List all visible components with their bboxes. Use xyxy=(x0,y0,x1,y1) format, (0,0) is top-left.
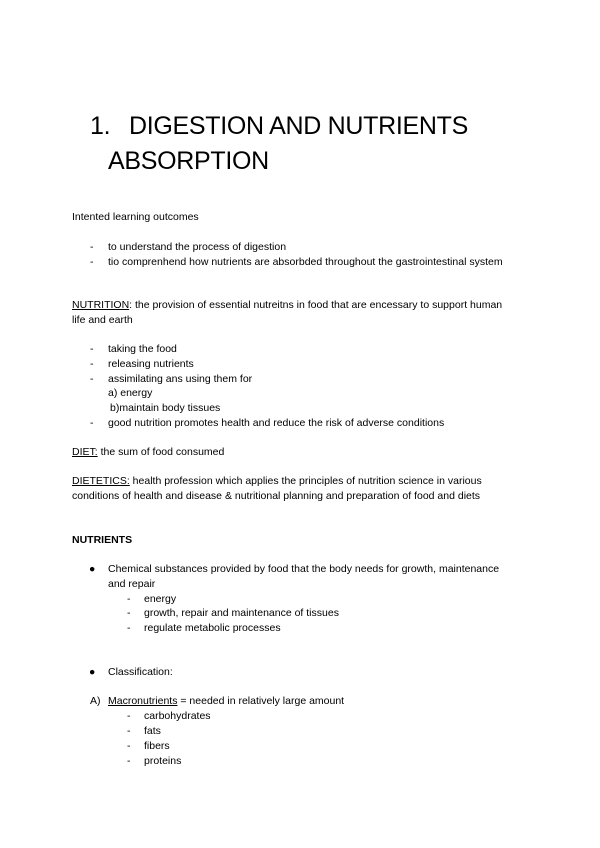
dietetics-definition-text: health profession which applies the principles of nutrition science in various xyxy=(129,475,482,487)
nutrition-item: taking the food xyxy=(108,343,177,355)
classification-bullet: Classification: xyxy=(108,666,173,678)
nutrition-item: assimilating ans using them for xyxy=(108,373,253,385)
nutrition-definition-text: : the provision of essential nutreitns in food that are encessary to support human xyxy=(129,299,503,311)
nutrition-sub-item: b)maintain body tissues xyxy=(110,402,221,414)
macronutrients-definition-text: = needed in relatively large amount xyxy=(177,695,345,707)
nutrients-heading: NUTRIENTS xyxy=(72,534,133,546)
diet-term: DIET: xyxy=(72,446,98,458)
bullet-marker: ● xyxy=(89,563,96,575)
nutrition-definition-line-2: life and earth xyxy=(72,314,133,326)
dash-marker: - xyxy=(90,343,94,355)
macronutrients-term: Macronutrients xyxy=(108,695,178,707)
dash-marker: - xyxy=(90,256,94,268)
dash-marker: - xyxy=(127,710,131,722)
macro-item: proteins xyxy=(144,755,182,767)
macro-item: carbohydrates xyxy=(144,710,211,722)
dash-marker: - xyxy=(127,593,131,605)
dash-marker: - xyxy=(90,358,94,370)
nutrition-definition xyxy=(72,298,502,313)
macro-item: fats xyxy=(144,725,161,737)
heading-line-1: DIGESTION AND NUTRIENTS xyxy=(129,112,468,140)
dietetics-definition xyxy=(72,474,482,489)
macro-item: fibers xyxy=(144,740,170,752)
macro-letter: A) xyxy=(90,695,101,707)
nutrients-sub-item: regulate metabolic processes xyxy=(144,622,281,634)
dash-marker: - xyxy=(127,740,131,752)
heading-number: 1. xyxy=(90,112,111,140)
diet-definition xyxy=(72,445,224,460)
dash-marker: - xyxy=(90,417,94,429)
dash-marker: - xyxy=(127,607,131,619)
nutrients-sub-item: energy xyxy=(144,593,177,605)
dash-marker: - xyxy=(127,725,131,737)
nutrition-sub-item: a) energy xyxy=(108,387,153,399)
heading-line-2: ABSORPTION xyxy=(108,147,269,175)
dash-marker: - xyxy=(90,241,94,253)
nutrition-term: NUTRITION xyxy=(72,299,130,311)
dietetics-term: DIETETICS: xyxy=(72,475,130,487)
nutrients-bullet-line-2: and repair xyxy=(108,578,156,590)
dash-marker: - xyxy=(127,622,131,634)
macronutrients-definition xyxy=(108,694,344,709)
diet-definition-text: the sum of food consumed xyxy=(97,446,225,458)
nutrition-item: good nutrition promotes health and reduce the risk of adverse conditions xyxy=(108,417,445,429)
nutrients-sub-item: growth, repair and maintenance of tissues xyxy=(144,607,339,619)
nutrition-item: releasing nutrients xyxy=(108,358,194,370)
dash-marker: - xyxy=(90,373,94,385)
dash-marker: - xyxy=(127,755,131,767)
outcomes-label: Intented learning outcomes xyxy=(72,211,199,223)
bullet-marker: ● xyxy=(89,666,96,678)
outcome-item: to understand the process of digestion xyxy=(108,241,287,253)
outcome-item: tio comprenhend how nutrients are absorbded throughout the gastrointestinal system xyxy=(108,256,503,268)
nutrients-bullet: Chemical substances provided by food that the body needs for growth, maintenance xyxy=(108,563,500,575)
dietetics-definition-line-2: conditions of health and disease & nutritional planning and preparation of food and diets xyxy=(72,490,481,502)
